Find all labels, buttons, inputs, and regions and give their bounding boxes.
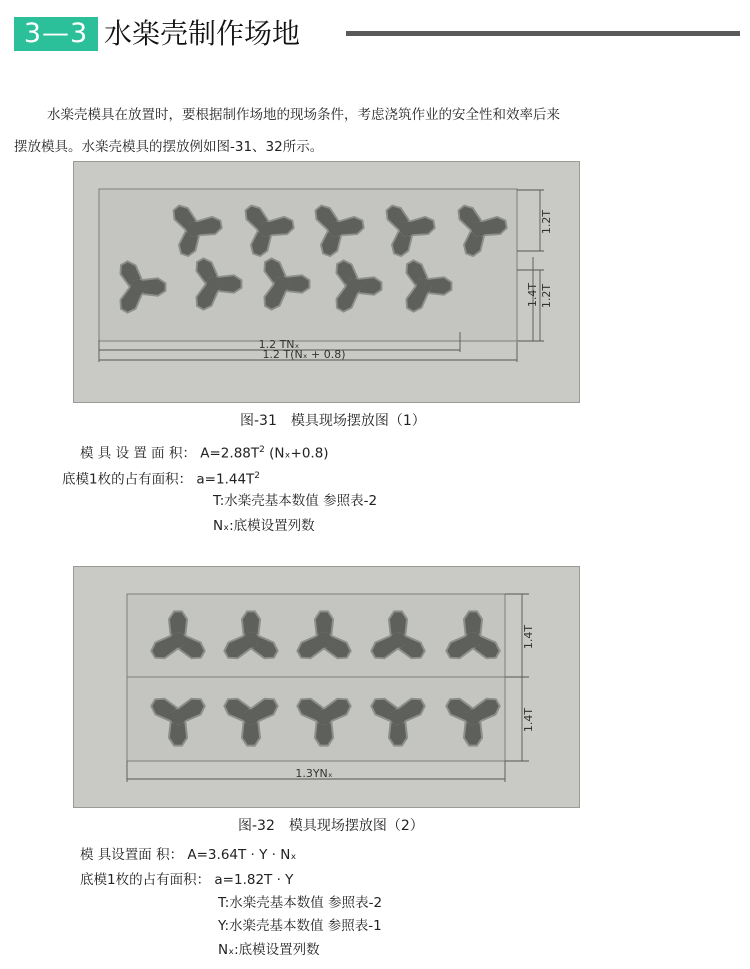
figure-32 <box>73 566 580 808</box>
f2-area-label: 模 具设置面 积： <box>80 847 184 863</box>
f1-area-value-b: (Nₓ+0.8) <box>269 445 329 462</box>
f2-note-2: Y:水楽壳基本数值 参照表-1 <box>218 918 382 934</box>
f2-unit-label: 底模1枚的占有面积： <box>80 872 211 888</box>
figure-31 <box>73 161 580 403</box>
dim2-label-right-top: 1.4T <box>522 624 535 650</box>
figure-32-caption: 图-32 模具现场摆放图（2） <box>238 818 424 834</box>
f2-area-value: A=3.64T · Y · Nₓ <box>187 847 297 863</box>
section-header <box>14 15 740 55</box>
f1-note-1: T:水楽壳基本数值 参照表-2 <box>213 493 378 509</box>
dim-label-right-top: 1.2T <box>540 209 553 235</box>
f1-unit-value: a=1.44T <box>196 471 255 488</box>
figure-31-drawing <box>74 162 579 402</box>
f1-area-line <box>80 440 329 464</box>
intro-line-1: 水楽壳模具在放置时，要根据制作场地的现场条件，考虑浇筑作业的安全性和效率后来 <box>47 107 560 123</box>
dim2-label-bottom: 1.3YNₓ <box>295 767 333 780</box>
intro-line-2: 摆放模具。水楽壳模具的摆放例如图-31、32所示。 <box>14 139 324 155</box>
dim2-label-right-bottom: 1.4T <box>522 707 535 733</box>
section-title: 水楽壳制作场地 <box>104 17 301 50</box>
dim-label-bottom-1: 1.2 TNₓ <box>258 338 300 351</box>
header-rule <box>346 31 740 36</box>
dim-label-right-mid: 1.4T <box>526 282 539 308</box>
f1-area-value-a: A=2.88T <box>200 445 260 462</box>
f1-area-value-exp: 2 <box>259 445 265 455</box>
f1-unit-label: 底模1枚的占有面积： <box>62 471 193 488</box>
f2-note-3: Nₓ:底模设置列数 <box>218 942 320 958</box>
figure-31-caption: 图-31 模具现场摆放图（1） <box>240 413 426 429</box>
f1-unit-exp: 2 <box>254 471 261 481</box>
f1-unit-line <box>62 466 260 490</box>
f1-note-2: Nₓ:底模设置列数 <box>213 518 315 534</box>
figure-31-field <box>99 189 517 341</box>
f2-area-line <box>80 845 296 865</box>
f2-unit-line <box>80 870 293 890</box>
dim-label-right-low: 1.2T <box>540 283 553 309</box>
dim-label-bottom-2: 1.2 T(Nₓ + 0.8) <box>262 348 346 361</box>
figure-32-drawing <box>74 567 579 807</box>
section-number-badge: 3—3 <box>14 17 98 51</box>
f2-unit-value: a=1.82T · Y <box>214 872 294 888</box>
f1-area-label: 模 具 设 置 面 积： <box>80 445 196 462</box>
f2-note-1: T:水楽壳基本数值 参照表-2 <box>218 895 383 911</box>
